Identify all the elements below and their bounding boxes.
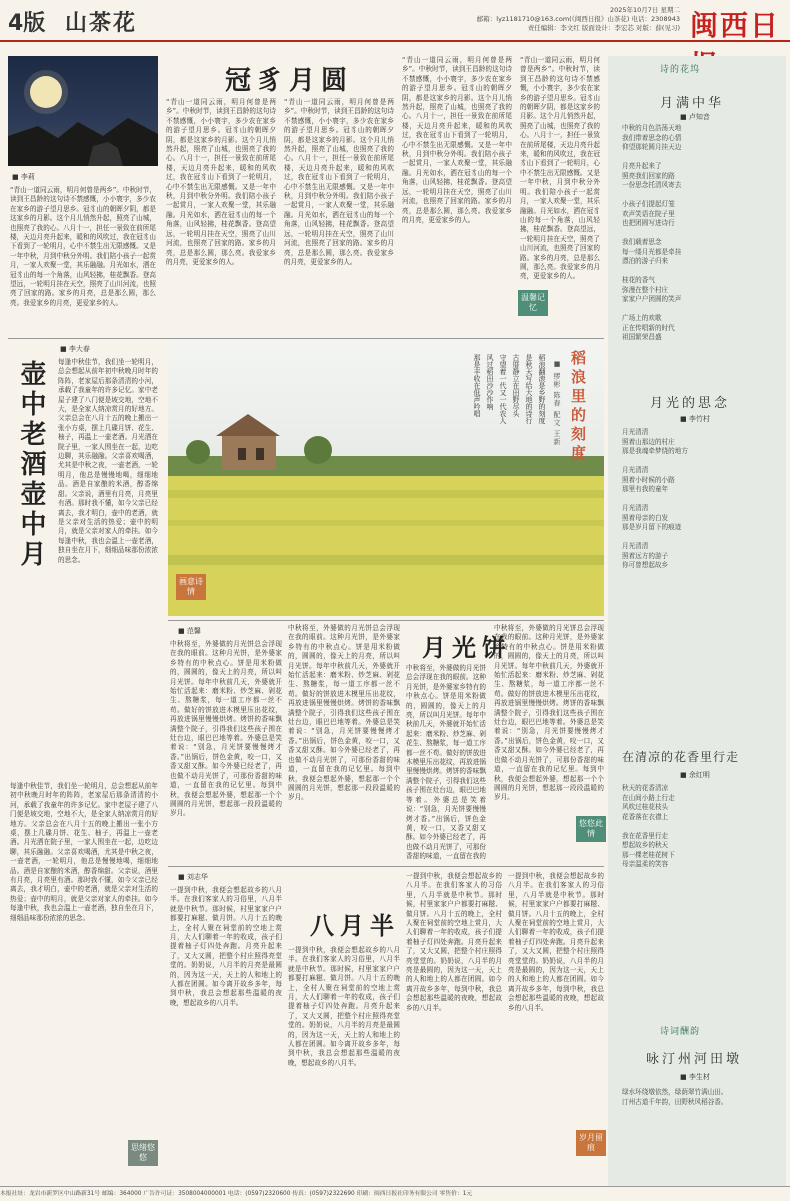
photo-poem-line: 守望着一代又一代农人: [499, 354, 507, 424]
article4-stamp: 岁月留痕: [576, 1130, 606, 1156]
article3-text-col1: 中秋将至，外婆做的月光饼总会浮现在我的眼前。这种月光饼，是外婆家乡特有的中秋点心。饼是用米粉做的，圆圆的，像天上的月亮，所以叫月光饼。每年中秋前几天，外婆就开始忙活起来：磨米粉、炒芝麻、剁花生、熬糖浆，每一道工序都一丝不苟。做好的饼放进木模里压出花纹，再放进锅里慢慢烘烤。烤饼的香味飘满整个院子，引得我们这些孩子围在灶台边，眼巴巴地等着。外婆总是笑着说：“别急，月光饼要慢慢烤才香。”出锅后，饼色金黄，咬一口，又香又甜又酥。如今外婆已经老了，再也做不动月光饼了，可那份香甜的味道，一直留在我的记忆里。每到中秋，我便会想起外婆，想起那一个个圆圆的月光饼，想起那一段段温暖的岁月。: [170, 640, 282, 818]
article2-text-col1: 每逢中秋佳节，我们坐一轮明月，总会想起从前年初中秋晚月时年的阵阵，老家屋后那条清清的小河，承载了我童年的许多记忆。家中老屋子建了八门便是坡交地，空地不大，是全家人纳凉赏月的好地方。父亲总会在八月十五的晚上搬出一张小方桌，摆上几碟月饼、花生、柚子，再温上一壶老酒。月光洒在院子里，一家人围坐在一起，边吃边聊，其乐融融。父亲喜欢喝酒，尤其是中秋之夜，一壶老酒，一轮明月，他总是慢慢地喝，细细地品。酒是自家酿的米酒，醇香绵甜。父亲说，酒里有月亮，月亮里有酒。那时我不懂，如今父亲已经离去，我才明白，壶中的老酒，就是父亲对生活的热爱；壶中的明月，就是父亲对家人的牵挂。如今每逢中秋，我也会温上一壶老酒，独自坐在月下，细细品味那份浓浓的思念。: [58, 358, 158, 564]
article1-text-col4: “青山一道同云雨，明月何曾是两乡”。中秋时节，读到王昌龄的这句诗不禁感慨，小小寰宇，多少农在家乡的游子望月思乡。冠豸山的朝晖夕阴，都是这家乡的月影。这个月儿悄然升起，照亮了山城，也照亮了我的心。八月十一，担任一景致在前所尾楼，天边月亮升起来，暖和的风吹过，我在冠豸山下看到了一轮明月，心中不禁生出无限感慨。又是一年中秋，月到中秋分外明。我们陪小孩子一起赏月，一家人欢聚一堂，其乐融融。月光如水，洒在冠豸山的每一个角落，山风轻拂，桂花飘香。登高望远，一轮明月挂在天空，照亮了山川河流，也照亮了回家的路。家乡的月亮，总是那么圆，那么亮。我爱家乡的月亮，更爱家乡的人。: [402, 56, 512, 224]
poem4-text: 绿水环绕墩依然，绿荫翠竹满山田。 汀州古道千年韵，田野秋风稻谷香。: [622, 1088, 728, 1106]
article3-text-col4: 中秋将至，外婆做的月光饼总会浮现在我的眼前。这种月光饼，是外婆家乡特有的中秋点心。饼是用米粉做的，圆圆的，像天上的月亮，所以叫月光饼。每年中秋前几天，外婆就开始忙活起来：磨米粉、炒芝麻、剁花生、熬糖浆，每一道工序都一丝不苟。做好的饼放进木模里压出花纹，再放进锅里慢慢烘烤。烤饼的香味飘满整个院子，引得我们这些孩子围在灶台边，眼巴巴地等着。外婆总是笑着说：“别急，月光饼要慢慢烤才香。”出锅后，饼色金黄，咬一口，又香又甜又酥。如今外婆已经老了，再也做不动月光饼了，可那份香甜的味道，一直留在我的记忆里。每到中秋，我便会想起外婆，想起那一个个圆圆的月光饼，想起那一段段温暖的岁月。: [494, 624, 604, 802]
article1-title: 冠豸月圆: [225, 66, 354, 96]
article2-title: 壶中老酒壶中月: [16, 360, 46, 570]
article1-stamp: 温馨记忆: [518, 290, 548, 316]
poem3-text: 秋天的花香清凉 在山间小路上行走 风吹过桂花枝头 花香落在衣襟上 我在花香里行走 想起故乡的秋天 那一棵老桂花树下 母亲温柔的笑容: [622, 784, 675, 868]
article2-stamp: 思绪悠悠: [128, 1140, 158, 1166]
page-number: 4版: [8, 11, 46, 36]
poem1-title: 月满中华: [660, 96, 725, 111]
sidebar-section-2: 诗词酬韵: [660, 1027, 701, 1037]
article4-text-col2: 一提到中秋，我便会想起故乡的八月半。在我们客家人的习俗里，八月半就是中秋节。那时候，村里家家户户都要打麻糍、做月饼。八月十五的晚上，全村人聚在祠堂前的空地上赏月，大人们聊着一年的收成，孩子们提着柚子灯四处奔跑。月亮升起来了，又大又圆，把整个村庄照得亮堂堂的。奶奶说，八月半的月亮是最圆的，因为这一天，天上的人和地上的人都在团圆。如今离开故乡多年，每到中秋，我总会想起那些温暖的夜晚，想起故乡的八月半。: [288, 946, 400, 1067]
article4-text-col1: 一提到中秋，我便会想起故乡的八月半。在我们客家人的习俗里，八月半就是中秋节。那时候，村里家家户户都要打麻糍、做月饼。八月十五的晚上，全村人聚在祠堂前的空地上赏月，大人们聊着一年的收成，孩子们提着柚子灯四处奔跑。月亮升起来了，又大又圆，把整个村庄照得亮堂堂的。奶奶说，八月半的月亮是最圆的，因为这一天，天上的人和地上的人都在团圆。如今离开故乡多年，每到中秋，我总会想起那些温暖的夜晚，想起故乡的八月半。: [170, 886, 282, 1007]
poem4-author: ■ 李生材: [680, 1073, 710, 1081]
poem3-title: 在清凉的花香里行走: [622, 750, 740, 764]
article1-text-col3: “青山一道同云雨，明月何曾是两乡”。中秋时节，读到王昌龄的这句诗不禁感慨，小小寰宇，多少农在家乡的游子望月思乡。冠豸山的朝晖夕阴，都是这家乡的月影。这个月儿悄然升起，照亮了山城，也照亮了我的心。八月十一，担任一景致在前所尾楼，天边月亮升起来，暖和的风吹过，我在冠豸山下看到了一轮明月，心中不禁生出无限感慨。又是一年中秋，月到中秋分外明。我们陪小孩子一起赏月，一家人欢聚一堂，其乐融融。月光如水，洒在冠豸山的每一个角落，山风轻拂，桂花飘香。登高望远，一轮明月挂在天空，照亮了山川河流，也照亮了回家的路。家乡的月亮，总是那么圆，那么亮。我爱家乡的月亮，更爱家乡的人。: [284, 98, 394, 266]
poem2-author: ■ 李竹村: [680, 415, 710, 423]
divider-rule: [168, 620, 604, 621]
article3-author: ■ 范馨: [178, 627, 201, 635]
photo-poem-line: 那是丰收在低声吟唱: [473, 354, 481, 417]
article2-text-col2: 每逢中秋佳节，我们坐一轮明月，总会想起从前年初中秋晚月时年的阵阵，老家屋后那条清清的小河，承载了我童年的许多记忆。家中老屋子建了八门便是坡交地，空地不大，是全家人纳凉赏月的好地方。父亲总会在八月十五的晚上搬出一张小方桌，摆上几碟月饼、花生、柚子，再温上一壶老酒。月光洒在院子里，一家人围坐在一起，边吃边聊，其乐融融。父亲喜欢喝酒，尤其是中秋之夜，一壶老酒，一轮明月，他总是慢慢地喝，细细地品。酒是自家酿的米酒，醇香绵甜。父亲说，酒里有月亮，月亮里有酒。那时我不懂，如今父亲已经离去，我才明白，壶中的老酒，就是父亲对生活的热爱；壶中的明月，就是父亲对家人的牵挂。如今每逢中秋，我也会温上一壶老酒，独自坐在月下，细细品味那份浓浓的思念。: [10, 782, 158, 922]
article3-title: 月光饼: [418, 628, 516, 663]
article4-text-col4: 一提到中秋，我便会想起故乡的八月半。在我们客家人的习俗里，八月半就是中秋节。那时候，村里家家户户都要打麻糍、做月饼。八月十五的晚上，全村人聚在祠堂前的空地上赏月，大人们聊着一年的收成，孩子们提着柚子灯四处奔跑。月亮升起来了，又大又圆，把整个村庄照得亮堂堂的。奶奶说，八月半的月亮是最圆的，因为这一天，天上的人和地上的人都在团圆。如今离开故乡多年，每到中秋，我总会想起那些温暖的夜晚，想起故乡的八月半。: [508, 872, 604, 1012]
photo-poem-line: 是秋天写给大地的诗行: [525, 354, 533, 424]
article1-text-col1: “青山一道同云雨，明月何曾是两乡”。中秋时节，读到王昌龄的这句诗不禁感慨，小小寰宇，多少农在家乡的游子望月思乡。冠豸山的朝晖夕阴，都是这家乡的月影。这个月儿悄然升起，照亮了山城，也照亮了我的心。八月十一，担任一景致在前所尾楼，天边月亮升起来，暖和的风吹过，我在冠豸山下看到了一轮明月，心中不禁生出无限感慨。又是一年中秋，月到中秋分外明。我们陪小孩子一起赏月，一家人欢聚一堂，其乐融融。月光如水，洒在冠豸山的每一个角落，山风轻拂，桂花飘香。登高望远，一轮明月挂在天空，照亮了山川河流，也照亮了回家的路。家乡的月亮，总是那么圆，那么亮。我爱家乡的月亮，更爱家乡的人。: [10, 186, 156, 307]
poem3-author: ■ 余红明: [680, 771, 710, 779]
sidebar-section-1: 诗的花坞: [660, 65, 701, 75]
article4-text-col3: 一提到中秋，我便会想起故乡的八月半。在我们客家人的习俗里，八月半就是中秋节。那时候，村里家家户户都要打麻糍、做月饼。八月十五的晚上，全村人聚在祠堂前的空地上赏月，大人们聊着一年的收成，孩子们提着柚子灯四处奔跑。月亮升起来了，又大又圆，把整个村庄照得亮堂堂的。奶奶说，八月半的月亮是最圆的，因为这一天，天上的人和地上的人都在团圆。如今离开故乡多年，每到中秋，我总会想起那些温暖的夜晚，想起故乡的八月半。: [406, 872, 502, 1012]
header-contact: 邮箱：lyz1181710@163.com(《闽西日报》山茶花) 电话：2308943: [476, 15, 680, 23]
article3-text-col2: 中秋将至，外婆做的月光饼总会浮现在我的眼前。这种月光饼，是外婆家乡特有的中秋点心。饼是用米粉做的，圆圆的，像天上的月亮，所以叫月光饼。每年中秋前几天，外婆就开始忙活起来：磨米粉、炒芝麻、剁花生、熬糖浆，每一道工序都一丝不苟。做好的饼放进木模里压出花纹，再放进锅里慢慢烘烤。烤饼的香味飘满整个院子，引得我们这些孩子围在灶台边，眼巴巴地等着。外婆总是笑着说：“别急，月光饼要慢慢烤才香。”出锅后，饼色金黄，咬一口，又香又甜又酥。如今外婆已经老了，再也做不动月光饼了，可那份香甜的味道，一直留在我的记忆里。每到中秋，我便会想起外婆，想起那一个个圆圆的月光饼，想起那一段段温暖的岁月。: [288, 624, 400, 802]
header-date: 2025年10月7日 星期二: [609, 6, 680, 14]
article1-author: ■ 李莉: [12, 173, 35, 181]
article2-author: ■ 李大春: [60, 345, 90, 353]
newspaper-logo: 闽西日: [690, 9, 781, 42]
photo-poem: [420, 354, 548, 484]
poem2-title: 月光的思念: [650, 396, 731, 411]
poem1-author: ■ 卢知音: [680, 113, 710, 121]
article4-author: ■ 刘志华: [178, 873, 208, 881]
photo-poem-line: 风过稻田沙沙作响: [486, 354, 494, 410]
moon-photo: [8, 56, 158, 166]
article3-text-col3: 中秋将至，外婆做的月光饼总会浮现在我的眼前。这种月光饼，是外婆家乡特有的中秋点心。饼是用米粉做的，圆圆的，像天上的月亮，所以叫月光饼。每年中秋前几天，外婆就开始忙活起来：磨米粉、炒芝麻、剁花生、熬糖浆，每一道工序都一丝不苟。做好的饼放进木模里压出花纹，再放进锅里慢慢烘烤。烤饼的香味飘满整个院子，引得我们这些孩子围在灶台边，眼巴巴地等着。外婆总是笑着说：“别急，月光饼要慢慢烤才香。”出锅后，饼色金黄，咬一口，又香又甜又酥。如今外婆已经老了，再也做不动月光饼了，可那份香甜的味道，一直留在我的: [406, 664, 486, 861]
article1-text-col2: “青山一道同云雨，明月何曾是两乡”。中秋时节，读到王昌龄的这句诗不禁感慨，小小寰宇，多少农在家乡的游子望月思乡。冠豸山的朝晖夕阴，都是这家乡的月影。这个月儿悄然升起，照亮了山城，也照亮了我的心。八月十一，担任一景致在前所尾楼，天边月亮升起来，暖和的风吹过，我在冠豸山下看到了一轮明月，心中不禁生出无限感慨。又是一年中秋，月到中秋分外明。我们陪小孩子一起赏月，一家人欢聚一堂，其乐融融。月光如水，洒在冠豸山的每一个角落，山风轻拂，桂花飘香。登高望远，一轮明月挂在天空，照亮了山川河流，也照亮了回家的路。家乡的月亮，总是那么圆，那么亮。我爱家乡的月亮，更爱家乡的人。: [166, 98, 276, 266]
header-meta: [440, 6, 680, 33]
divider-rule: [8, 338, 604, 339]
photo-author: ■ 缪彬 陈春 配文 王新: [553, 360, 561, 446]
poem2-text: 月光清清 照着山那边的村庄 那是我魂牵梦绕的地方 月光清清 照着小时候的小路 那里有我的童年 月光清清 照着母亲的白发 那是岁月留下的痕迹 月光清清 照着远方的游子 你可曾想起故乡: [622, 428, 688, 569]
article3-stamp: 悠悠此情: [576, 816, 606, 842]
article4-title: 八月半: [310, 911, 400, 940]
moon-illustration: [8, 56, 158, 166]
page-footer: 本报社址：龙岩市新罗区中山路新31号 邮编：364000 广告许可证：3508004000001 电话：(0597)2320600 传真：(0597)2322690 印刷：闽西日报社印务有限公司 零售价：1元: [0, 1186, 790, 1201]
section-title: 山茶花: [65, 11, 138, 36]
photo-title: 稻浪里的刻度: [569, 350, 587, 464]
poem1-text: 中秋的月色浩荡天地 我们带着思念的心情 仰望那轮圆月挂天边 月亮升起来了 照亮我们回家的路 一份思念托清风寄去 小孩子们提起灯笼 欢声笑语在院子里 也把团圆写进诗行 我们载着思念 每一缕月光都是牵挂 漂泊的游子归来 桂花的香气 弥漫在整个村庄 家家户户团圆的笑声 广场上的欢歌 正在传唱新的时代 祖国繁荣昌盛: [622, 124, 682, 341]
photo-poem-line: 稻浪翻滚是乡野的刻度: [538, 354, 546, 424]
poem4-title: 咏汀州河田墩: [646, 1052, 743, 1067]
article1-text-col5: “青山一道同云雨，明月何曾是两乡”。中秋时节，读到王昌龄的这句诗不禁感慨，小小寰宇，多少农在家乡的游子望月思乡。冠豸山的朝晖夕阴，都是这家乡的月影。这个月儿悄然升起，照亮了山城，也照亮了我的心。八月十一，担任一景致在前所尾楼，天边月亮升起来，暖和的风吹过，我在冠豸山下看到了一轮明月，心中不禁生出无限感慨。又是一年中秋，月到中秋分外明。我们陪小孩子一起赏月，一家人欢聚一堂，其乐融融。月光如水，洒在冠豸山的每一个角落，山风轻拂，桂花飘香。登高望远，一轮明月挂在天空，照亮了山川河流，也照亮了回家的路。家乡的月亮，总是那么圆，那么亮。我爱家乡的月亮，更爱家乡的人。: [520, 56, 600, 281]
divider-rule: [168, 866, 604, 867]
photo-stamp: 画意诗情: [176, 574, 206, 600]
photo-poem-line: 古厝静立在田野尽头: [512, 354, 520, 417]
header-editors: 责任编辑：李文红 版面设计：李宏芯 对版：薛(见习): [527, 24, 680, 32]
